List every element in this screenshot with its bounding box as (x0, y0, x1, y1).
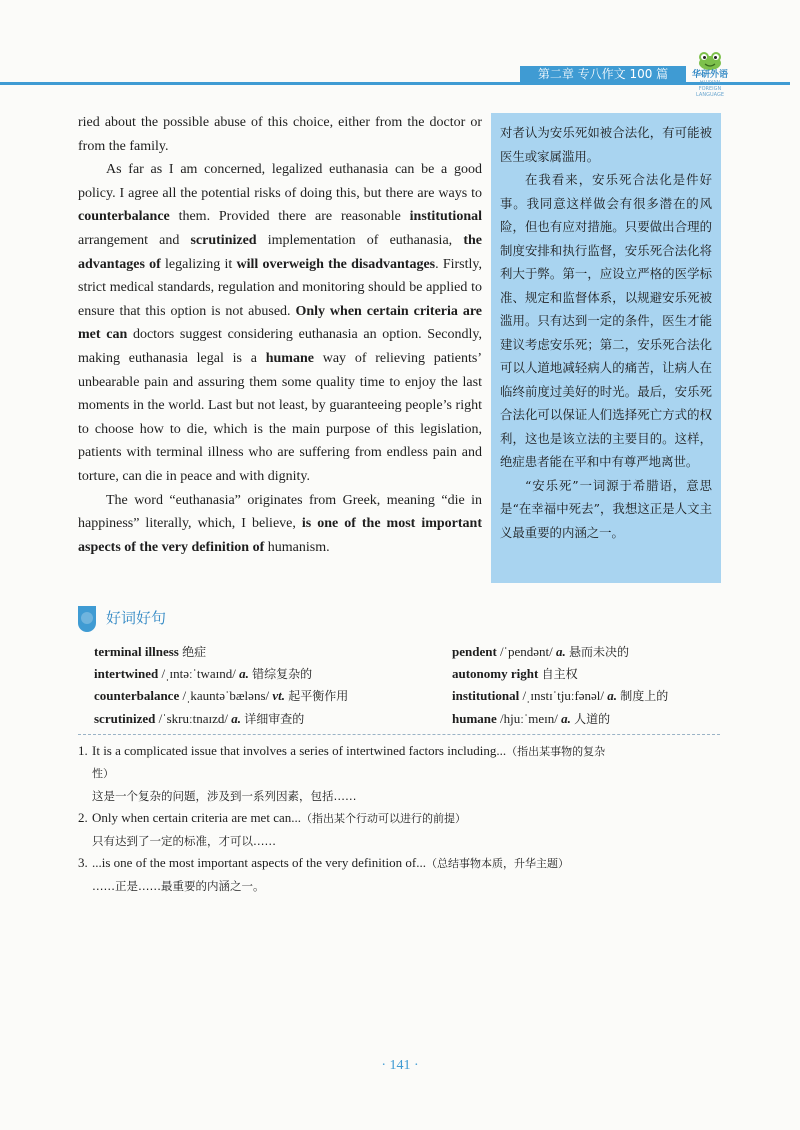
sentence-text: ...is one of the most important aspects of the very definition of... (92, 855, 426, 870)
sentence-english (78, 807, 718, 830)
vocab-pos: a. (231, 710, 241, 726)
vocab-meaning: 自主权 (541, 667, 578, 682)
vocab-word: terminal illness (94, 644, 179, 659)
logo-text: 华研外语 (691, 70, 728, 80)
vocab-entry (94, 685, 348, 707)
vocab-meaning: 悬而未决的 (569, 645, 630, 659)
vocab-word: intertwined (94, 666, 159, 682)
text-run: implementation of euthanasia, (256, 232, 464, 248)
key-phrase: humane (265, 350, 314, 366)
key-phrase: institutional (409, 209, 482, 225)
vocab-word: autonomy right (452, 666, 539, 682)
publisher-logo (690, 50, 730, 98)
frog-logo-icon (697, 50, 723, 70)
section-divider (78, 734, 720, 735)
vocab-entry (94, 663, 348, 685)
vocab-pos: a. (561, 710, 571, 726)
vocab-meaning: 详细审查的 (244, 711, 305, 726)
sentence-english (78, 740, 718, 763)
vocab-meaning: 绝症 (182, 645, 207, 659)
text-run: As far as I am concerned, legalized euthanasia can be a good policy. I agree all the potential risks of doing this, but there are ways to (78, 162, 482, 201)
vocab-meaning: 起平衡作用 (288, 689, 349, 704)
chinese-translation-box (491, 113, 721, 583)
bookmark-icon (78, 606, 96, 632)
sentence-note: （指出某个行动可以进行的前提） (300, 812, 466, 825)
key-phrase: Only when certain criteria are met can (78, 303, 482, 343)
essay-paragraph-3 (78, 489, 482, 560)
vocab-word: humane (452, 710, 497, 726)
text-run: doctors suggest considering euthanasia an option. Secondly, making euthanasia legal is a (78, 327, 482, 366)
logo-subtext: HUAYAN FOREIGN LANGUAGE (696, 80, 724, 98)
vocab-entry (452, 685, 668, 707)
vocab-list-right (452, 641, 668, 730)
vocab-word: scrutinized (94, 710, 156, 726)
vocab-phonetic: /ˈpendənt/ (500, 644, 553, 659)
vocab-pos: a. (239, 666, 249, 682)
key-phrase: the advantages of (78, 232, 482, 272)
vocab-list-left (94, 641, 348, 730)
vocab-title: 好词好句 (106, 609, 167, 627)
vocab-pos: a. (556, 644, 566, 659)
sentence-patterns (78, 740, 718, 897)
vocab-word: institutional (452, 688, 520, 704)
sentence-note-continued: 性） (92, 767, 114, 780)
essay-paragraph-2 (78, 158, 482, 488)
text-run: way of relieving patients’ unbearable pain and assuring them some quality time to enjoy the last moments in the world. Last but not least, by guaranteeing people’s right to choose how to die, which is the main purpose of this legislation, patients with terminal illness who are suffering from endless pain and torture, can die in peace and with dignity. (78, 350, 483, 484)
vocab-entry (452, 641, 668, 663)
page-number: · 141 · (381, 1058, 419, 1073)
vocab-phonetic: /ˈskruːtnaɪzd/ (158, 710, 228, 726)
sentence-chinese: ……正是……最重要的内涵之一。 (92, 879, 265, 893)
vocab-meaning: 错综复杂的 (252, 667, 313, 682)
english-essay (78, 111, 482, 559)
sentence-note: （指出某事物的复杂 (506, 745, 606, 758)
text-run: arrangement and (78, 232, 191, 248)
vocab-pos: vt. (272, 688, 286, 704)
translation-paragraph-1: 对者认为安乐死如被合法化，有可能被医生或家属滥用。 (500, 125, 712, 164)
key-phrase: is one of the most important aspects of the very definition of (78, 516, 482, 555)
text-run: them. Provided there are reasonable (169, 209, 410, 225)
vocab-pos: a. (607, 688, 618, 704)
text-run: The word “euthanasia” originates from Greek, meaning “die in happiness” literally, which, I believe, (78, 492, 482, 532)
vocab-entry (94, 708, 348, 730)
sentence-number: 3. (78, 855, 88, 870)
sentence-chinese: 这是一个复杂的问题，涉及到一系列因素，包括…… (92, 789, 357, 803)
vocab-meaning: 制度上的 (620, 689, 669, 704)
translation-paragraph-3: “安乐死”一词源于希腊语，意思是“在幸福中死去”，我想这正是人文主义最重要的内涵之一。 (500, 477, 712, 540)
vocab-entry (452, 708, 668, 730)
chapter-label: 第二章 专八作文 100 篇 (520, 66, 686, 83)
text-run: ried about the possible abuse of this choice, either from the doctor or from the family. (78, 115, 482, 154)
vocab-entry (452, 663, 668, 685)
vocab-word: counterbalance (94, 688, 180, 704)
vocab-phonetic: /ˌkauntəˈbæləns/ (182, 688, 270, 704)
vocab-entry (94, 641, 348, 663)
text-run: humanism. (264, 539, 330, 555)
sentence-text: Only when certain criteria are met can... (92, 810, 301, 825)
translation-paragraph-2: 在我看来，安乐死合法化是件好事。我同意这样做会有很多潜在的风险，但也有应对措施。只要做出合理的制度安排和执行监督，安乐死合法化将利大于弊。第一，应设立严格的医学标准、规定和监督体系，以规避安乐死被滥用。只有达到一定的条件，医生才能建议考虑安乐死；第二，安乐死合法化可以人道地减轻病人的痛苦，让病人在临终前度过美好的时光。最后，安乐死合法化可以保证人们选择死亡方式的权利，这也是该立法的主要目的。这样，绝症患者能在平和中有尊严地离世。 (500, 172, 712, 469)
vocab-meaning: 人道的 (574, 711, 611, 726)
sentence-number: 1. (78, 743, 88, 758)
key-phrase: will overweigh the disadvantages (236, 256, 436, 272)
text-run: legalizing it (160, 256, 237, 272)
sentence-english (78, 852, 718, 875)
sentence-text: It is a complicated issue that involves a series of intertwined factors including... (92, 743, 507, 758)
essay-paragraph-1 (78, 111, 482, 158)
vocab-word: pendent (452, 644, 497, 659)
sentence-number: 2. (78, 810, 88, 825)
vocab-phonetic: /ˌɪntəːˈtwaɪnd/ (161, 666, 236, 682)
sentence-chinese: 只有达到了一定的标准，才可以…… (92, 834, 276, 848)
text-run: . Firstly, strict medical standards, regulation and monitoring should be applied to ensure that this option is not abused. (78, 256, 483, 319)
key-phrase: counterbalance (78, 209, 170, 225)
sentence-note: （总结事物本质，升华主题） (425, 857, 569, 870)
vocab-phonetic: /ˌɪnstɪˈtjuːfənəl/ (522, 688, 605, 704)
vocab-phonetic: /hjuːˈmeɪn/ (500, 710, 558, 726)
key-phrase: scrutinized (190, 232, 257, 248)
